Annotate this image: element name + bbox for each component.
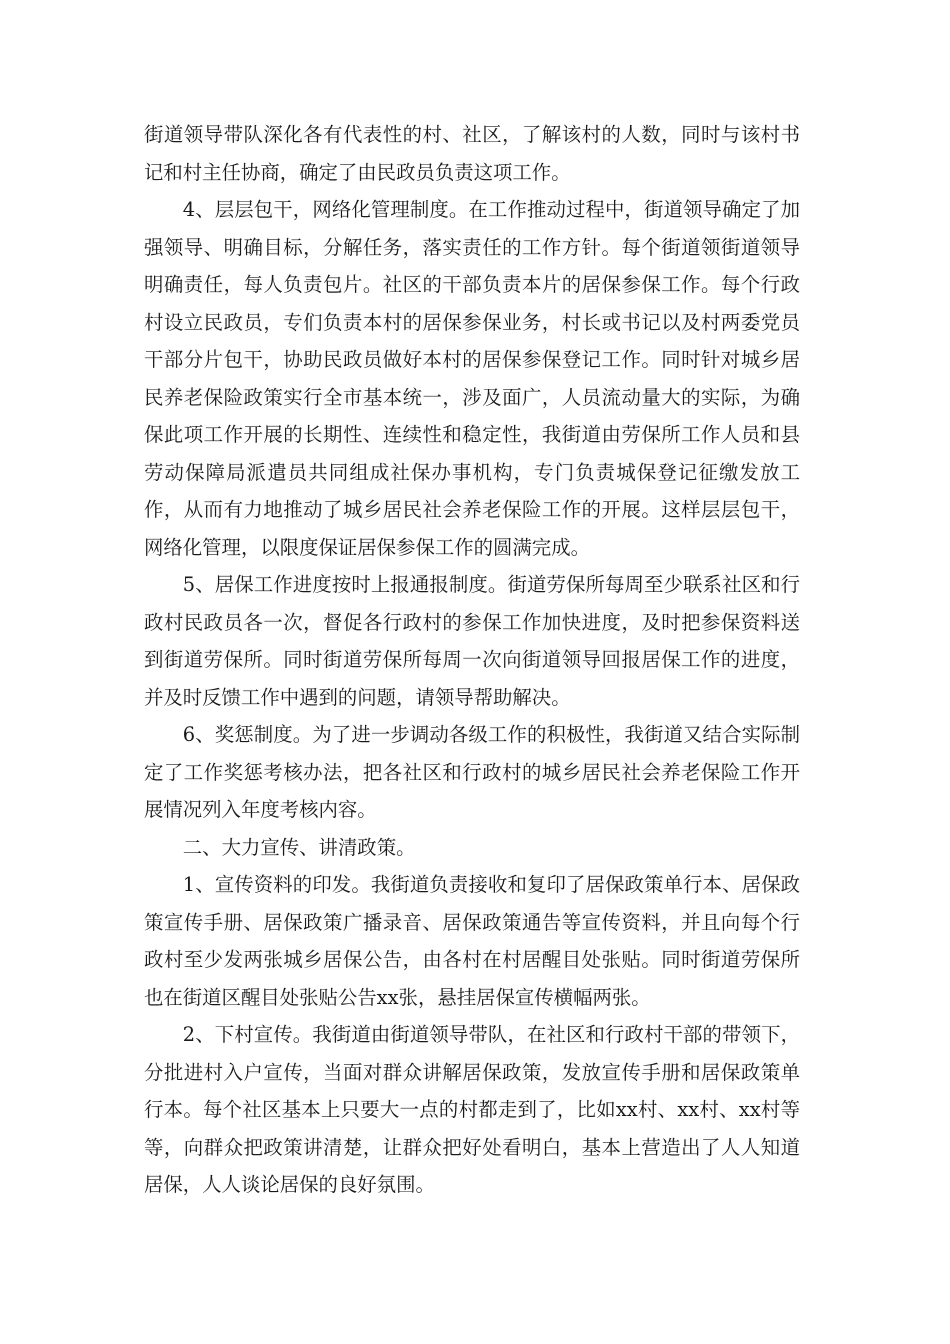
section-heading-2: 二、大力宣传、讲清政策。 <box>182 835 416 859</box>
paragraph-publicity-1: 1、宣传资料的印发。我街道负责接收和复印了居保政策单行本、居保政策宣传手册、居保政策广播录音、居保政策通告等宣传资料，并且向每个行政村至少发两张城乡居保公告，由各村在村居醒目处张贴。同时街道劳保所也在街道区醒目处张贴公告xx张，悬挂居保宣传横幅两张。 <box>144 873 800 1009</box>
paragraph-continuation: 街道领导带队深化各有代表性的村、社区，了解该村的人数，同时与该村书记和村主任协商，确定了由民政员负责这项工作。 <box>144 123 800 184</box>
paragraph-item-5: 5、居保工作进度按时上报通报制度。街道劳保所每周至少联系社区和行政村民政员各一次，督促各行政村的参保工作加快进度，及时把参保资料送到街道劳保所。同时街道劳保所每周一次向街道领导回报居保工作的进度，并及时反馈工作中遇到的问题，请领导帮助解决。 <box>144 573 800 709</box>
paragraph-publicity-2: 2、下村宣传。我街道由街道领导带队，在社区和行政村干部的带领下，分批进村入户宣传，当面对群众讲解居保政策，发放宣传手册和居保政策单行本。每个社区基本上只要大一点的村都走到了，比如xx村、xx村、xx村等等，向群众把政策讲清楚，让群众把好处看明白，基本上营造出了人人知道居保，人人谈论居保的良好氛围。 <box>144 1023 800 1196</box>
paragraph-item-4: 4、层层包干，网络化管理制度。在工作推动过程中，街道领导确定了加强领导、明确目标，分解任务，落实责任的工作方针。每个街道领街道领导明确责任，每人负责包片。社区的干部负责本片的居保参保工作。每个行政村设立民政员，专们负责本村的居保参保业务，村长或书记以及村两委党员干部分片包干，协助民政员做好本村的居保参保登记工作。同时针对城乡居民养老保险政策实行全市基本统一，涉及面广，人员流动量大的实际，为确保此项工作开展的长期性、连续性和稳定性，我街道由劳保所工作人员和县劳动保障局派遣员共同组成社保办事机构，专门负责城保登记征缴发放工作，从而有力地推动了城乡居民社会养老保险工作的开展。这样层层包干，网络化管理，以限度保证居保参保工作的圆满完成。 <box>144 198 800 559</box>
paragraph-item-6: 6、奖惩制度。为了进一步调动各级工作的积极性，我街道又结合实际制定了工作奖惩考核办法，把各社区和行政村的城乡居民社会养老保险工作开展情况列入年度考核内容。 <box>144 723 800 821</box>
document-body <box>144 116 800 1204</box>
